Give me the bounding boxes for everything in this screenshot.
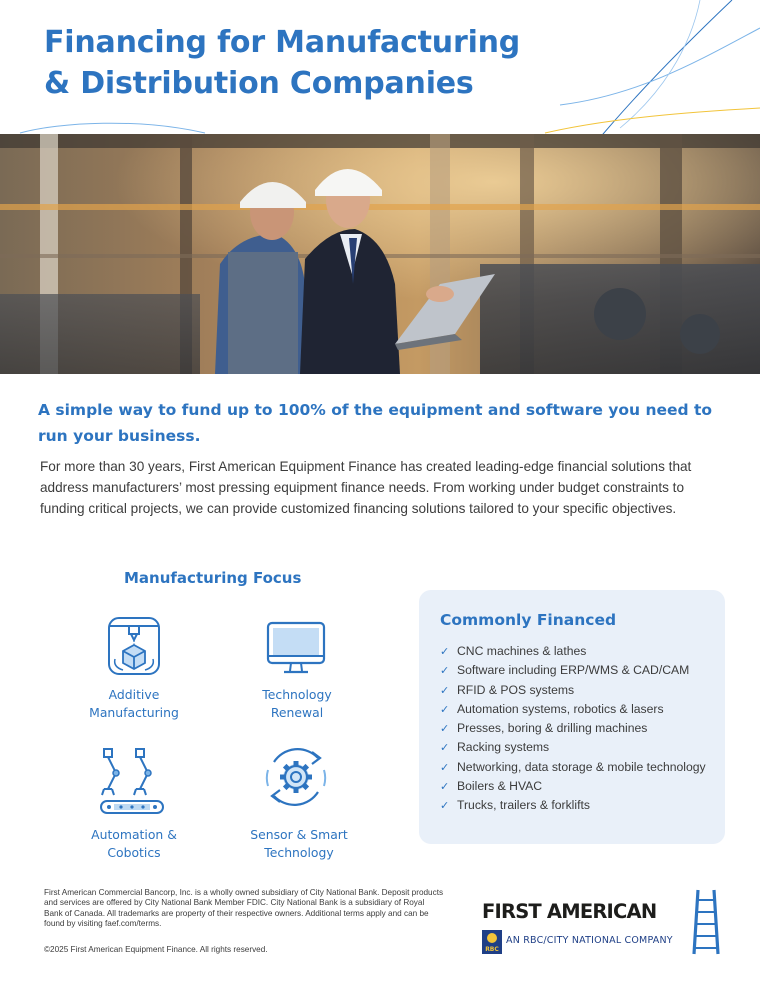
checkmark-icon: ✓ <box>440 665 450 678</box>
hero-photo <box>0 134 760 374</box>
list-item: ✓ Networking, data storage & mobile technology <box>440 758 706 777</box>
first-american-logo <box>480 888 730 963</box>
list-item: ✓ Automation systems, robotics & lasers <box>440 700 706 719</box>
legal-disclaimer: First American Commercial Bancorp, Inc. is a wholly owned subsidiary of City National Bank. Deposit products and services are offered by City National Bank Member FDIC. City National Bank is a subsidiary of Royal Bank of Canada. All trademarks are property of their respective owners. Additional terms apply and can be found by visiting faef.com/terms. <box>44 888 444 929</box>
list-item: ✓ Presses, boring & drilling machines <box>440 719 706 738</box>
checkmark-icon: ✓ <box>440 723 450 736</box>
checkmark-icon: ✓ <box>440 742 450 755</box>
focus-item-sensor-smart-technology <box>224 826 374 862</box>
checkmark-icon: ✓ <box>440 800 450 813</box>
rbc-lion-icon <box>482 930 502 954</box>
factory-workers-illustration <box>0 134 760 374</box>
focus-item-additive-manufacturing <box>59 686 209 722</box>
curve-blue-top <box>598 0 732 140</box>
focus-title: Manufacturing Focus <box>124 569 302 587</box>
robot-arms-icon <box>98 745 166 815</box>
list-item: ✓ RFID & POS systems <box>440 681 706 700</box>
title-line-2: & Distribution Companies <box>44 66 474 101</box>
financed-list <box>440 642 706 816</box>
focus-item-line-1: Automation & <box>91 827 177 842</box>
focus-item-technology-renewal <box>222 686 372 722</box>
intro-body: For more than 30 years, First American Equipment Finance has created leading-edge financial solutions that address manufacturers’ most pressing equipment finance needs. From working under budget constraints to funding critical projects, we can provide customized financing solutions tailored to your specific objectives. <box>40 459 692 517</box>
focus-item-line-2: Technology <box>264 845 334 860</box>
list-item: ✓ CNC machines & lathes <box>440 642 706 661</box>
focus-item-line-2: Cobotics <box>107 845 161 860</box>
curve-lightblue-2 <box>620 0 700 128</box>
checkmark-icon: ✓ <box>440 684 450 697</box>
copyright: ©2025 First American Equipment Finance. All rights reserved. <box>44 945 268 954</box>
curve-lightblue <box>560 28 760 105</box>
list-item: ✓ Boilers & HVAC <box>440 777 706 796</box>
3d-printer-icon <box>105 613 163 677</box>
curve-yellow <box>545 108 760 133</box>
focus-item-line-1: Technology <box>262 687 332 702</box>
focus-item-line-1: Additive <box>108 687 160 702</box>
gear-cycle-icon <box>260 740 332 814</box>
list-item: ✓ Trucks, trailers & forklifts <box>440 796 706 815</box>
logo-wordmark: FIRST AMERICAN <box>482 900 657 923</box>
focus-item-automation-cobotics <box>59 826 209 862</box>
commonly-financed-panel <box>419 590 725 844</box>
monitor-icon <box>264 619 328 677</box>
focus-item-line-1: Sensor & Smart <box>250 827 348 842</box>
logo-tagline: AN RBC/CITY NATIONAL COMPANY <box>506 935 673 946</box>
intro-headline: A simple way to fund up to 100% of the equipment and software you need to run your business. <box>38 401 713 445</box>
checkmark-icon: ✓ <box>440 761 450 774</box>
ladder-mark-icon <box>692 888 722 956</box>
checkmark-icon: ✓ <box>440 646 450 658</box>
rbc-text: RBC <box>485 946 499 953</box>
page-title <box>44 22 520 104</box>
title-line-1: Financing for Manufacturing <box>44 25 521 60</box>
focus-item-line-2: Manufacturing <box>89 705 179 720</box>
curve-left <box>20 123 205 133</box>
list-item: ✓ Racking systems <box>440 738 706 757</box>
checkmark-icon: ✓ <box>440 781 450 794</box>
checkmark-icon: ✓ <box>440 703 450 716</box>
focus-item-line-2: Renewal <box>270 705 324 720</box>
panel-title: Commonly Financed <box>440 611 617 629</box>
list-item: ✓ Software including ERP/WMS & CAD/CAM <box>440 661 706 680</box>
